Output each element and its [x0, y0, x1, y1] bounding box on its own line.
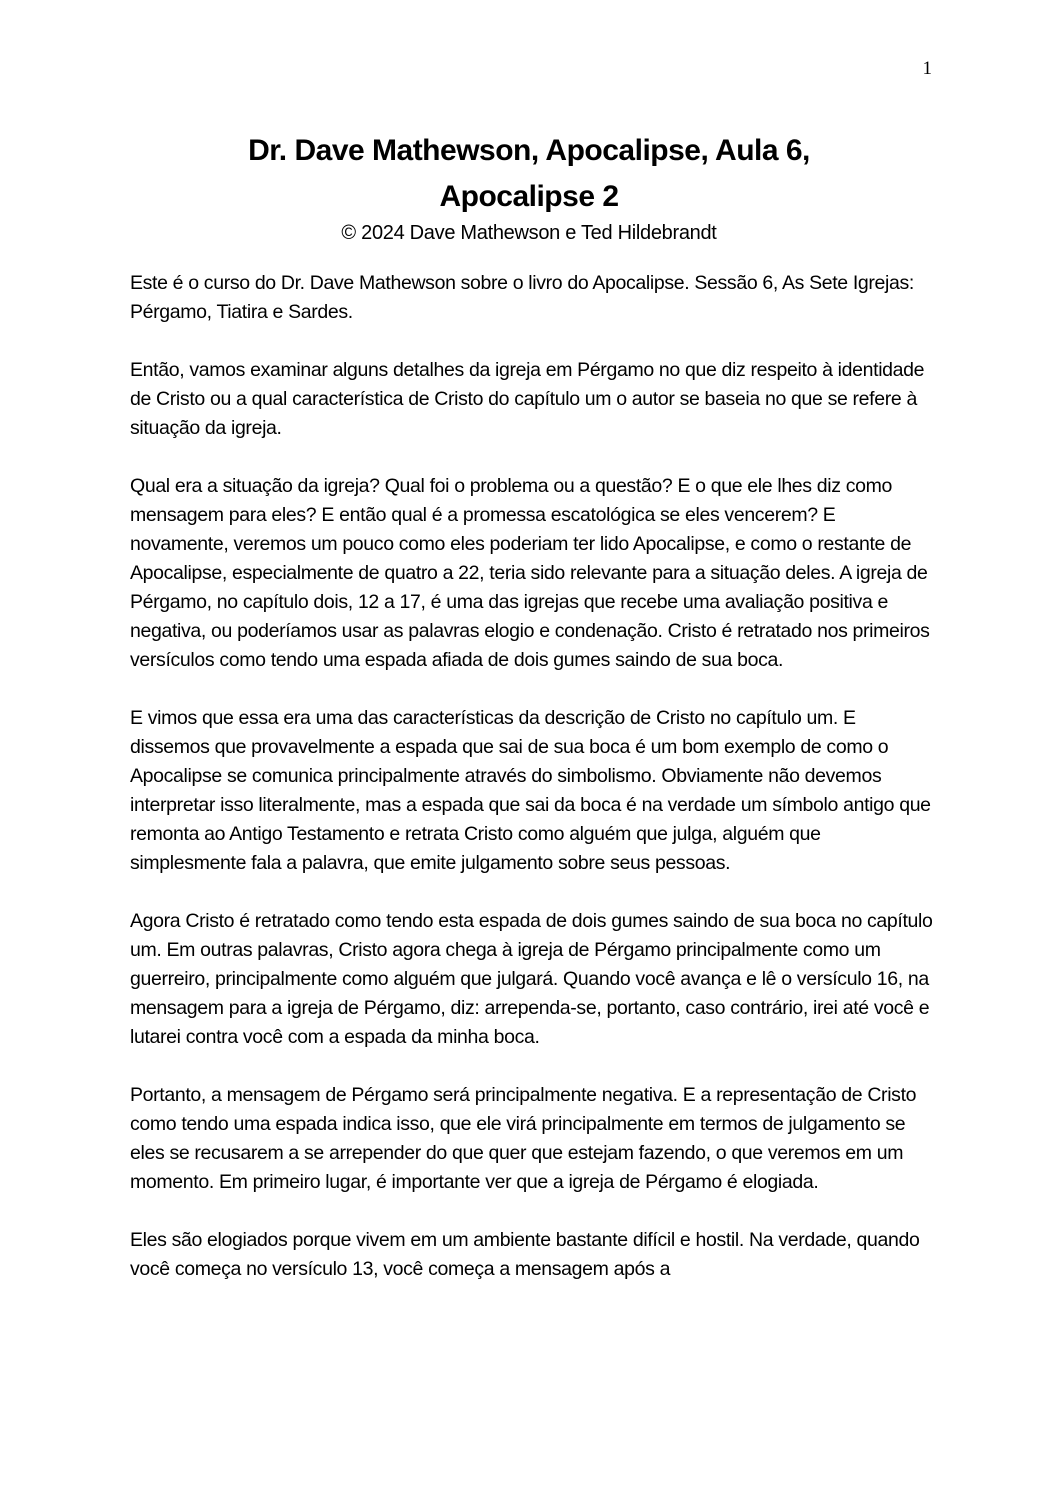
document-header: [0, 0, 1058, 245]
paragraph: Agora Cristo é retratado como tendo esta espada de dois gumes saindo de sua boca no capítulo um. Em outras palavras, Cristo agora chega à igreja de Pérgamo principalmente como um guerreiro, principalmente como alguém que julgará. Quando você avança e lê o versículo 16, na mensagem para a igreja de Pérgamo, diz: arrependa-se, portanto, caso contrário, irei até você e lutarei contra você com a espada da minha boca.: [130, 910, 933, 1048]
paragraph: Portanto, a mensagem de Pérgamo será principalmente negativa. E a representação de Cristo como tendo uma espada indica isso, que ele virá principalmente em termos de julgamento se eles se recusarem a se arrepender do que quer que estejam fazendo, o que veremos em um momento. Em primeiro lugar, é importante ver que a igreja de Pérgamo é elogiada.: [130, 1084, 917, 1193]
paragraph: Então, vamos examinar alguns detalhes da igreja em Pérgamo no que diz respeito à identidade de Cristo ou a qual característica de Cristo do capítulo um o autor se baseia no que se refere à situação da igreja.: [130, 359, 925, 439]
paragraph: Este é o curso do Dr. Dave Mathewson sobre o livro do Apocalipse. Sessão 6, As Sete Igrejas: Pérgamo, Tiatira e Sardes.: [130, 272, 914, 323]
paragraph: Eles são elogiados porque vivem em um ambiente bastante difícil e hostil. Na verdade, quando você começa no versículo 13, você começa a mensagem após a: [130, 1229, 920, 1280]
copyright-line: © 2024 Dave Mathewson e Ted Hildebrandt: [341, 222, 717, 244]
document-title-line1: Dr. Dave Mathewson, Apocalipse, Aula 6,: [248, 134, 810, 167]
paragraph: Qual era a situação da igreja? Qual foi o problema ou a questão? E o que ele lhes diz como mensagem para eles? E então qual é a promessa escatológica se eles vencerem? E novamente, veremos um pouco como eles poderiam ter lido Apocalipse, e como o restante de Apocalipse, especialmente de quatro a 22, teria sido relevante para a situação deles. A igreja de Pérgamo, no capítulo dois, 12 a 17, é uma das igrejas que recebe uma avaliação positiva e negativa, ou poderíamos usar as palavras elogio e condenação. Cristo é retratado nos primeiros versículos como tendo uma espada afiada de dois gumes saindo de sua boca.: [130, 475, 930, 671]
paragraph: E vimos que essa era uma das características da descrição de Cristo no capítulo um. E dissemos que provavelmente a espada que sai de sua boca é um bom exemplo de como o Apocalipse se comunica principalmente através do simbolismo. Obviamente não devemos interpretar isso literalmente, mas a espada que sai da boca é na verdade um símbolo antigo que remonta ao Antigo Testamento e retrata Cristo como alguém que julga, alguém que simplesmente fala a palavra, que emite julgamento sobre seus pessoas.: [130, 707, 931, 874]
document-body: [130, 269, 936, 1284]
document-title: [0, 128, 1058, 220]
document-title-line2: Apocalipse 2: [439, 180, 619, 213]
page-number: 1: [922, 58, 932, 79]
